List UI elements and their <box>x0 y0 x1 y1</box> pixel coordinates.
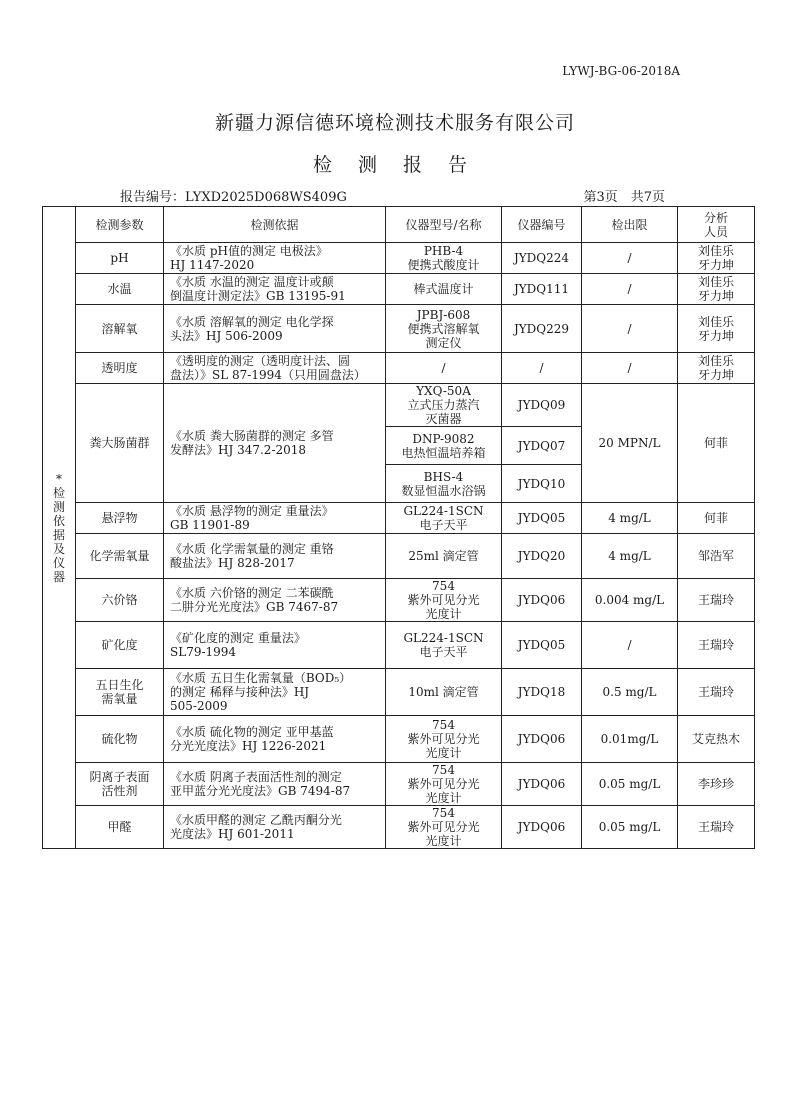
header-row <box>43 207 755 243</box>
analyst-cell: 刘佳乐 牙力坤 <box>678 305 755 353</box>
instrument-number-cell: JYDQ06 <box>502 763 582 806</box>
analyst-cell: 王瑞玲 <box>678 669 755 716</box>
detection-limit-cell: / <box>582 243 678 274</box>
basis-cell: 《水质 五日生化需氧量（BOD₅） 的测定 稀释与接种法》HJ 505-2009 <box>164 669 386 716</box>
table-row <box>43 534 755 579</box>
detection-limit-cell: / <box>582 622 678 669</box>
instrument-cell: / <box>386 353 502 384</box>
instrument-number-cell: JYDQ10 <box>502 465 582 503</box>
instrument-cell: 754 紫外可见分光 光度计 <box>386 716 502 763</box>
table-row <box>43 384 755 427</box>
detection-limit-cell: 0.004 mg/L <box>582 579 678 622</box>
param-cell: pH <box>76 243 164 274</box>
table-row <box>43 243 755 274</box>
analyst-cell: 李珍珍 <box>678 763 755 806</box>
param-cell: 甲醛 <box>76 806 164 849</box>
instrument-cell: 754 紫外可见分光 光度计 <box>386 806 502 849</box>
header-inst-no: 仪器编号 <box>502 207 582 243</box>
basis-cell: 《水质 水温的测定 温度计或颠 倒温度计测定法》GB 13195-91 <box>164 274 386 305</box>
detection-limit-cell: 0.05 mg/L <box>582 763 678 806</box>
param-cell: 六价铬 <box>76 579 164 622</box>
table-row <box>43 763 755 806</box>
detection-limit-cell: / <box>582 353 678 384</box>
header-analyst: 分析 人员 <box>678 207 755 243</box>
instrument-number-cell: JYDQ18 <box>502 669 582 716</box>
param-cell: 五日生化 需氧量 <box>76 669 164 716</box>
instrument-cell: GL224-1SCN 电子天平 <box>386 622 502 669</box>
test-basis-table <box>42 206 755 849</box>
report-number: 报告编号：LYXD2025D068WS409G <box>120 190 347 205</box>
header-instrument: 仪器型号/名称 <box>386 207 502 243</box>
analyst-cell: 刘佳乐 牙力坤 <box>678 274 755 305</box>
detection-limit-cell: 0.5 mg/L <box>582 669 678 716</box>
param-cell: 透明度 <box>76 353 164 384</box>
instrument-cell: BHS-4 数显恒温水浴锅 <box>386 465 502 503</box>
param-cell: 硫化物 <box>76 716 164 763</box>
section-label: * 检 测 依 据 及 仪 器 <box>43 207 76 849</box>
header-basis: 检测依据 <box>164 207 386 243</box>
document-code: LYWJ-BG-06-2018A <box>562 64 680 78</box>
instrument-number-cell: / <box>502 353 582 384</box>
instrument-cell: DNP-9082 电热恒温培养箱 <box>386 427 502 465</box>
param-cell: 化学需氧量 <box>76 534 164 579</box>
header-limit: 检出限 <box>582 207 678 243</box>
detection-limit-cell: 4 mg/L <box>582 503 678 534</box>
param-cell: 粪大肠菌群 <box>76 384 164 503</box>
basis-cell: 《水质 悬浮物的测定 重量法》 GB 11901-89 <box>164 503 386 534</box>
instrument-cell: PHB-4 便携式酸度计 <box>386 243 502 274</box>
company-name: 新疆力源信德环境检测技术服务有限公司 <box>214 112 575 134</box>
detection-limit-cell: / <box>582 274 678 305</box>
table-row <box>43 669 755 716</box>
param-cell: 悬浮物 <box>76 503 164 534</box>
basis-cell: 《透明度的测定（透明度计法、圆 盘法）》SL 87-1994（只用圆盘法） <box>164 353 386 384</box>
table-row <box>43 806 755 849</box>
basis-cell: 《水质 粪大肠菌群的测定 多管 发酵法》HJ 347.2-2018 <box>164 384 386 503</box>
basis-cell: 《水质 六价铬的测定 二苯碳酰 二肼分光光度法》GB 7467-87 <box>164 579 386 622</box>
basis-cell: 《矿化度的测定 重量法》 SL79-1994 <box>164 622 386 669</box>
table-row <box>43 274 755 305</box>
header-param: 检测参数 <box>76 207 164 243</box>
instrument-number-cell: JYDQ05 <box>502 622 582 669</box>
analyst-cell: 邹浩军 <box>678 534 755 579</box>
analyst-cell: 刘佳乐 牙力坤 <box>678 243 755 274</box>
instrument-number-cell: JYDQ09 <box>502 384 582 427</box>
instrument-cell: 10ml 滴定管 <box>386 669 502 716</box>
detection-limit-cell: 0.01mg/L <box>582 716 678 763</box>
basis-cell: 《水质 化学需氧量的测定 重铬 酸盐法》HJ 828-2017 <box>164 534 386 579</box>
analyst-cell: 王瑞玲 <box>678 622 755 669</box>
instrument-cell: 棒式温度计 <box>386 274 502 305</box>
instrument-cell: 754 紫外可见分光 光度计 <box>386 579 502 622</box>
instrument-number-cell: JYDQ06 <box>502 806 582 849</box>
instrument-cell: YXQ-50A 立式压力蒸汽 灭菌器 <box>386 384 502 427</box>
analyst-cell: 艾克热木 <box>678 716 755 763</box>
param-cell: 矿化度 <box>76 622 164 669</box>
param-cell: 溶解氧 <box>76 305 164 353</box>
instrument-number-cell: JYDQ229 <box>502 305 582 353</box>
detection-limit-cell: / <box>582 305 678 353</box>
analyst-cell: 何菲 <box>678 503 755 534</box>
instrument-cell: GL224-1SCN 电子天平 <box>386 503 502 534</box>
instrument-number-cell: JYDQ06 <box>502 716 582 763</box>
instrument-number-cell: JYDQ224 <box>502 243 582 274</box>
instrument-number-cell: JYDQ07 <box>502 427 582 465</box>
analyst-cell: 王瑞玲 <box>678 806 755 849</box>
basis-cell: 《水质 阴离子表面活性剂的测定 亚甲蓝分光光度法》GB 7494-87 <box>164 763 386 806</box>
basis-cell: 《水质 溶解氧的测定 电化学探 头法》HJ 506-2009 <box>164 305 386 353</box>
table-body <box>43 207 755 849</box>
analyst-cell: 何菲 <box>678 384 755 503</box>
table-row <box>43 622 755 669</box>
analyst-cell: 王瑞玲 <box>678 579 755 622</box>
param-cell: 阴离子表面 活性剂 <box>76 763 164 806</box>
report-title: 检 测 报 告 <box>312 154 478 176</box>
table-row <box>43 503 755 534</box>
table-row <box>43 716 755 763</box>
instrument-number-cell: JYDQ05 <box>502 503 582 534</box>
instrument-cell: JPBJ-608 便携式溶解氧 测定仪 <box>386 305 502 353</box>
table-row <box>43 579 755 622</box>
detection-limit-cell: 4 mg/L <box>582 534 678 579</box>
instrument-number-cell: JYDQ20 <box>502 534 582 579</box>
detection-limit-cell: 20 MPN/L <box>582 384 678 503</box>
page-info: 第3页 共7页 <box>583 190 665 205</box>
basis-cell: 《水质 pH值的测定 电极法》 HJ 1147-2020 <box>164 243 386 274</box>
instrument-number-cell: JYDQ06 <box>502 579 582 622</box>
detection-limit-cell: 0.05 mg/L <box>582 806 678 849</box>
instrument-number-cell: JYDQ111 <box>502 274 582 305</box>
table-row <box>43 305 755 353</box>
basis-cell: 《水质甲醛的测定 乙酰丙酮分光 光度法》HJ 601-2011 <box>164 806 386 849</box>
instrument-cell: 25ml 滴定管 <box>386 534 502 579</box>
table-row <box>43 353 755 384</box>
basis-cell: 《水质 硫化物的测定 亚甲基蓝 分光光度法》HJ 1226-2021 <box>164 716 386 763</box>
analyst-cell: 刘佳乐 牙力坤 <box>678 353 755 384</box>
param-cell: 水温 <box>76 274 164 305</box>
instrument-cell: 754 紫外可见分光 光度计 <box>386 763 502 806</box>
